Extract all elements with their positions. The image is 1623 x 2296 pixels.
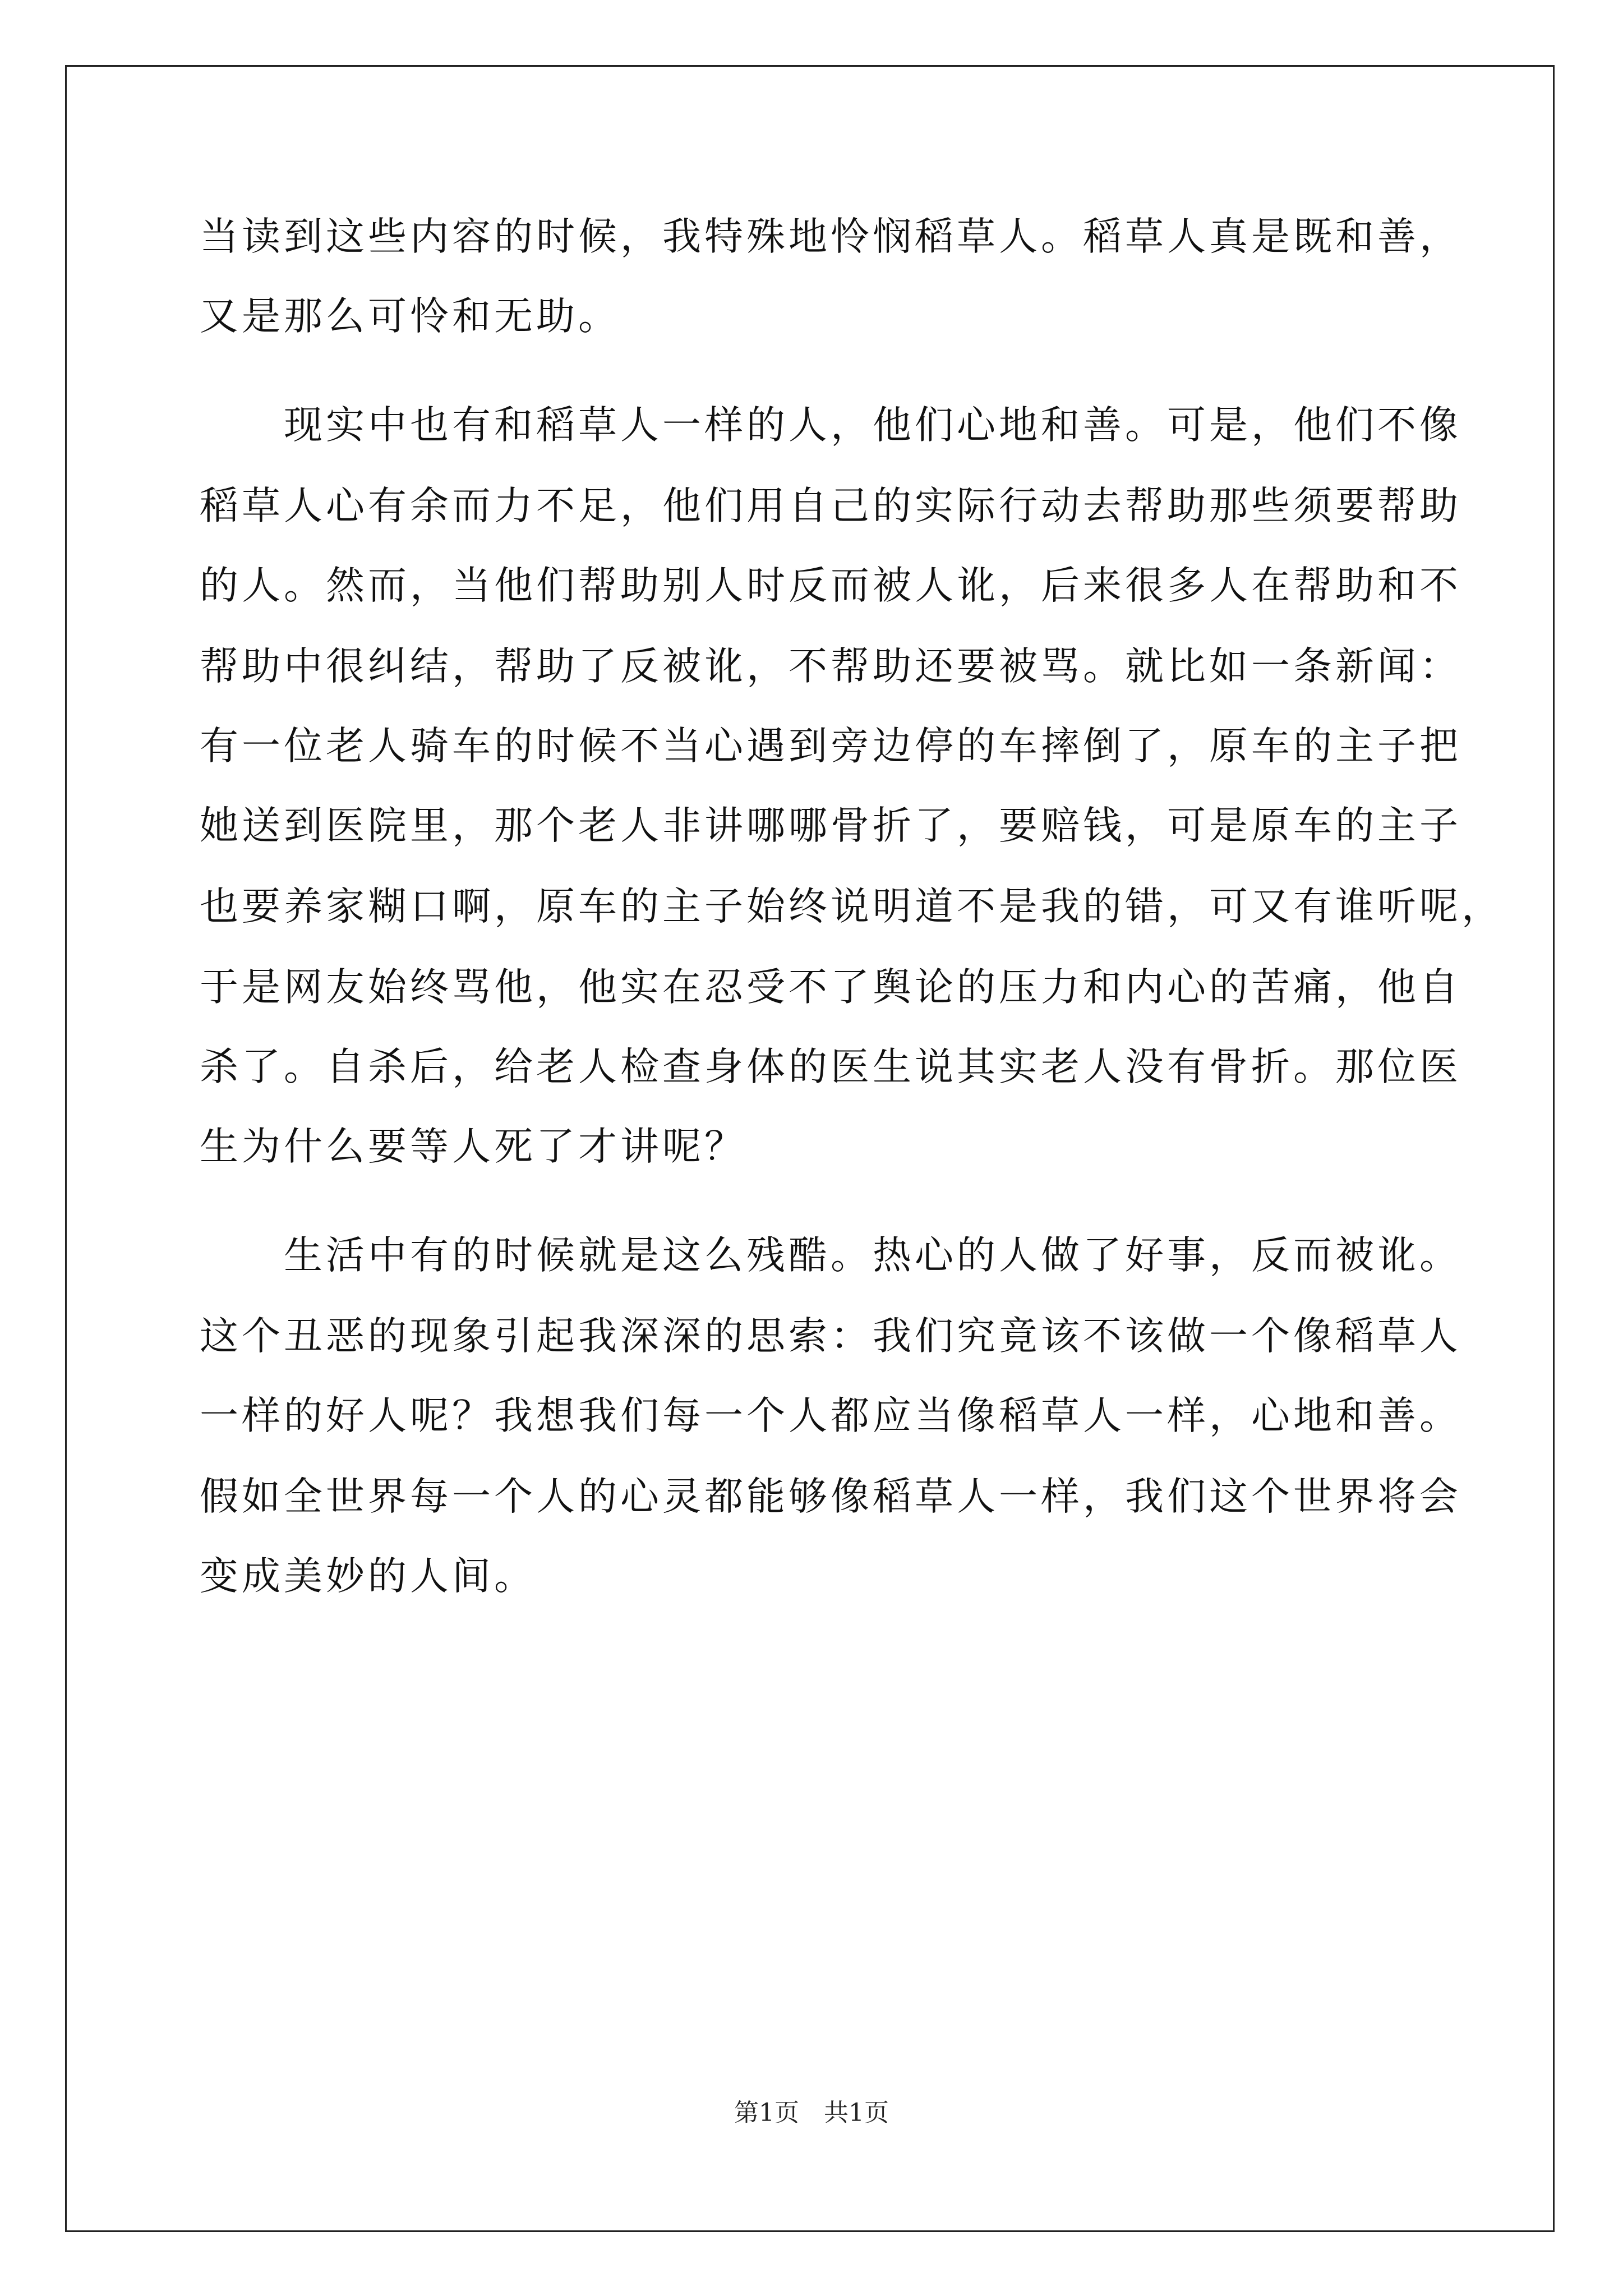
- text-line: 一样的好人呢？我想我们每一个人都应当像稻草人一样，心地和善。: [200, 1393, 1461, 1438]
- text-line: 杀了。自杀后，给老人检查身体的医生说其实老人没有骨折。那位医: [200, 1045, 1461, 1089]
- text-line: 当读到这些内容的时候，我特殊地怜悯稻草人。稻草人真是既和善，: [200, 214, 1461, 259]
- text-line: 稻草人心有余而力不足，他们用自己的实际行动去帮助那些须要帮助: [200, 484, 1461, 528]
- text-line: 也要养家糊口啊，原车的主子始终说明道不是我的错，可又有谁听呢，: [200, 884, 1504, 929]
- text-line: 生为什么要等人死了才讲呢？: [200, 1124, 746, 1169]
- text-line: 有一位老人骑车的时候不当心遇到旁边停的车摔倒了，原车的主子把: [200, 724, 1461, 769]
- text-line: 变成美妙的人间。: [200, 1554, 536, 1599]
- text-line: 生活中有的时候就是这么残酷。热心的人做了好事，反而被讹。: [200, 1233, 1461, 1278]
- page-footer: 第1页 共1页: [734, 2099, 889, 2127]
- text-line: 又是那么可怜和无助。: [200, 294, 620, 339]
- text-line: 的人。然而，当他们帮助别人时反而被人讹，后来很多人在帮助和不: [200, 563, 1461, 608]
- text-line: 她送到医院里，那个老人非讲哪哪骨折了，要赔钱，可是原车的主子: [200, 803, 1461, 848]
- text-line: 现实中也有和稻草人一样的人，他们心地和善。可是，他们不像: [200, 403, 1461, 448]
- text-line: 于是网友始终骂他，他实在忍受不了舆论的压力和内心的苦痛，他自: [200, 965, 1461, 1010]
- text-line: 帮助中很纠结，帮助了反被讹，不帮助还要被骂。就比如一条新闻：: [200, 644, 1461, 689]
- text-line: 这个丑恶的现象引起我深深的思索：我们究竟该不该做一个像稻草人: [200, 1314, 1461, 1359]
- text-line: 假如全世界每一个人的心灵都能够像稻草人一样，我们这个世界将会: [200, 1474, 1461, 1519]
